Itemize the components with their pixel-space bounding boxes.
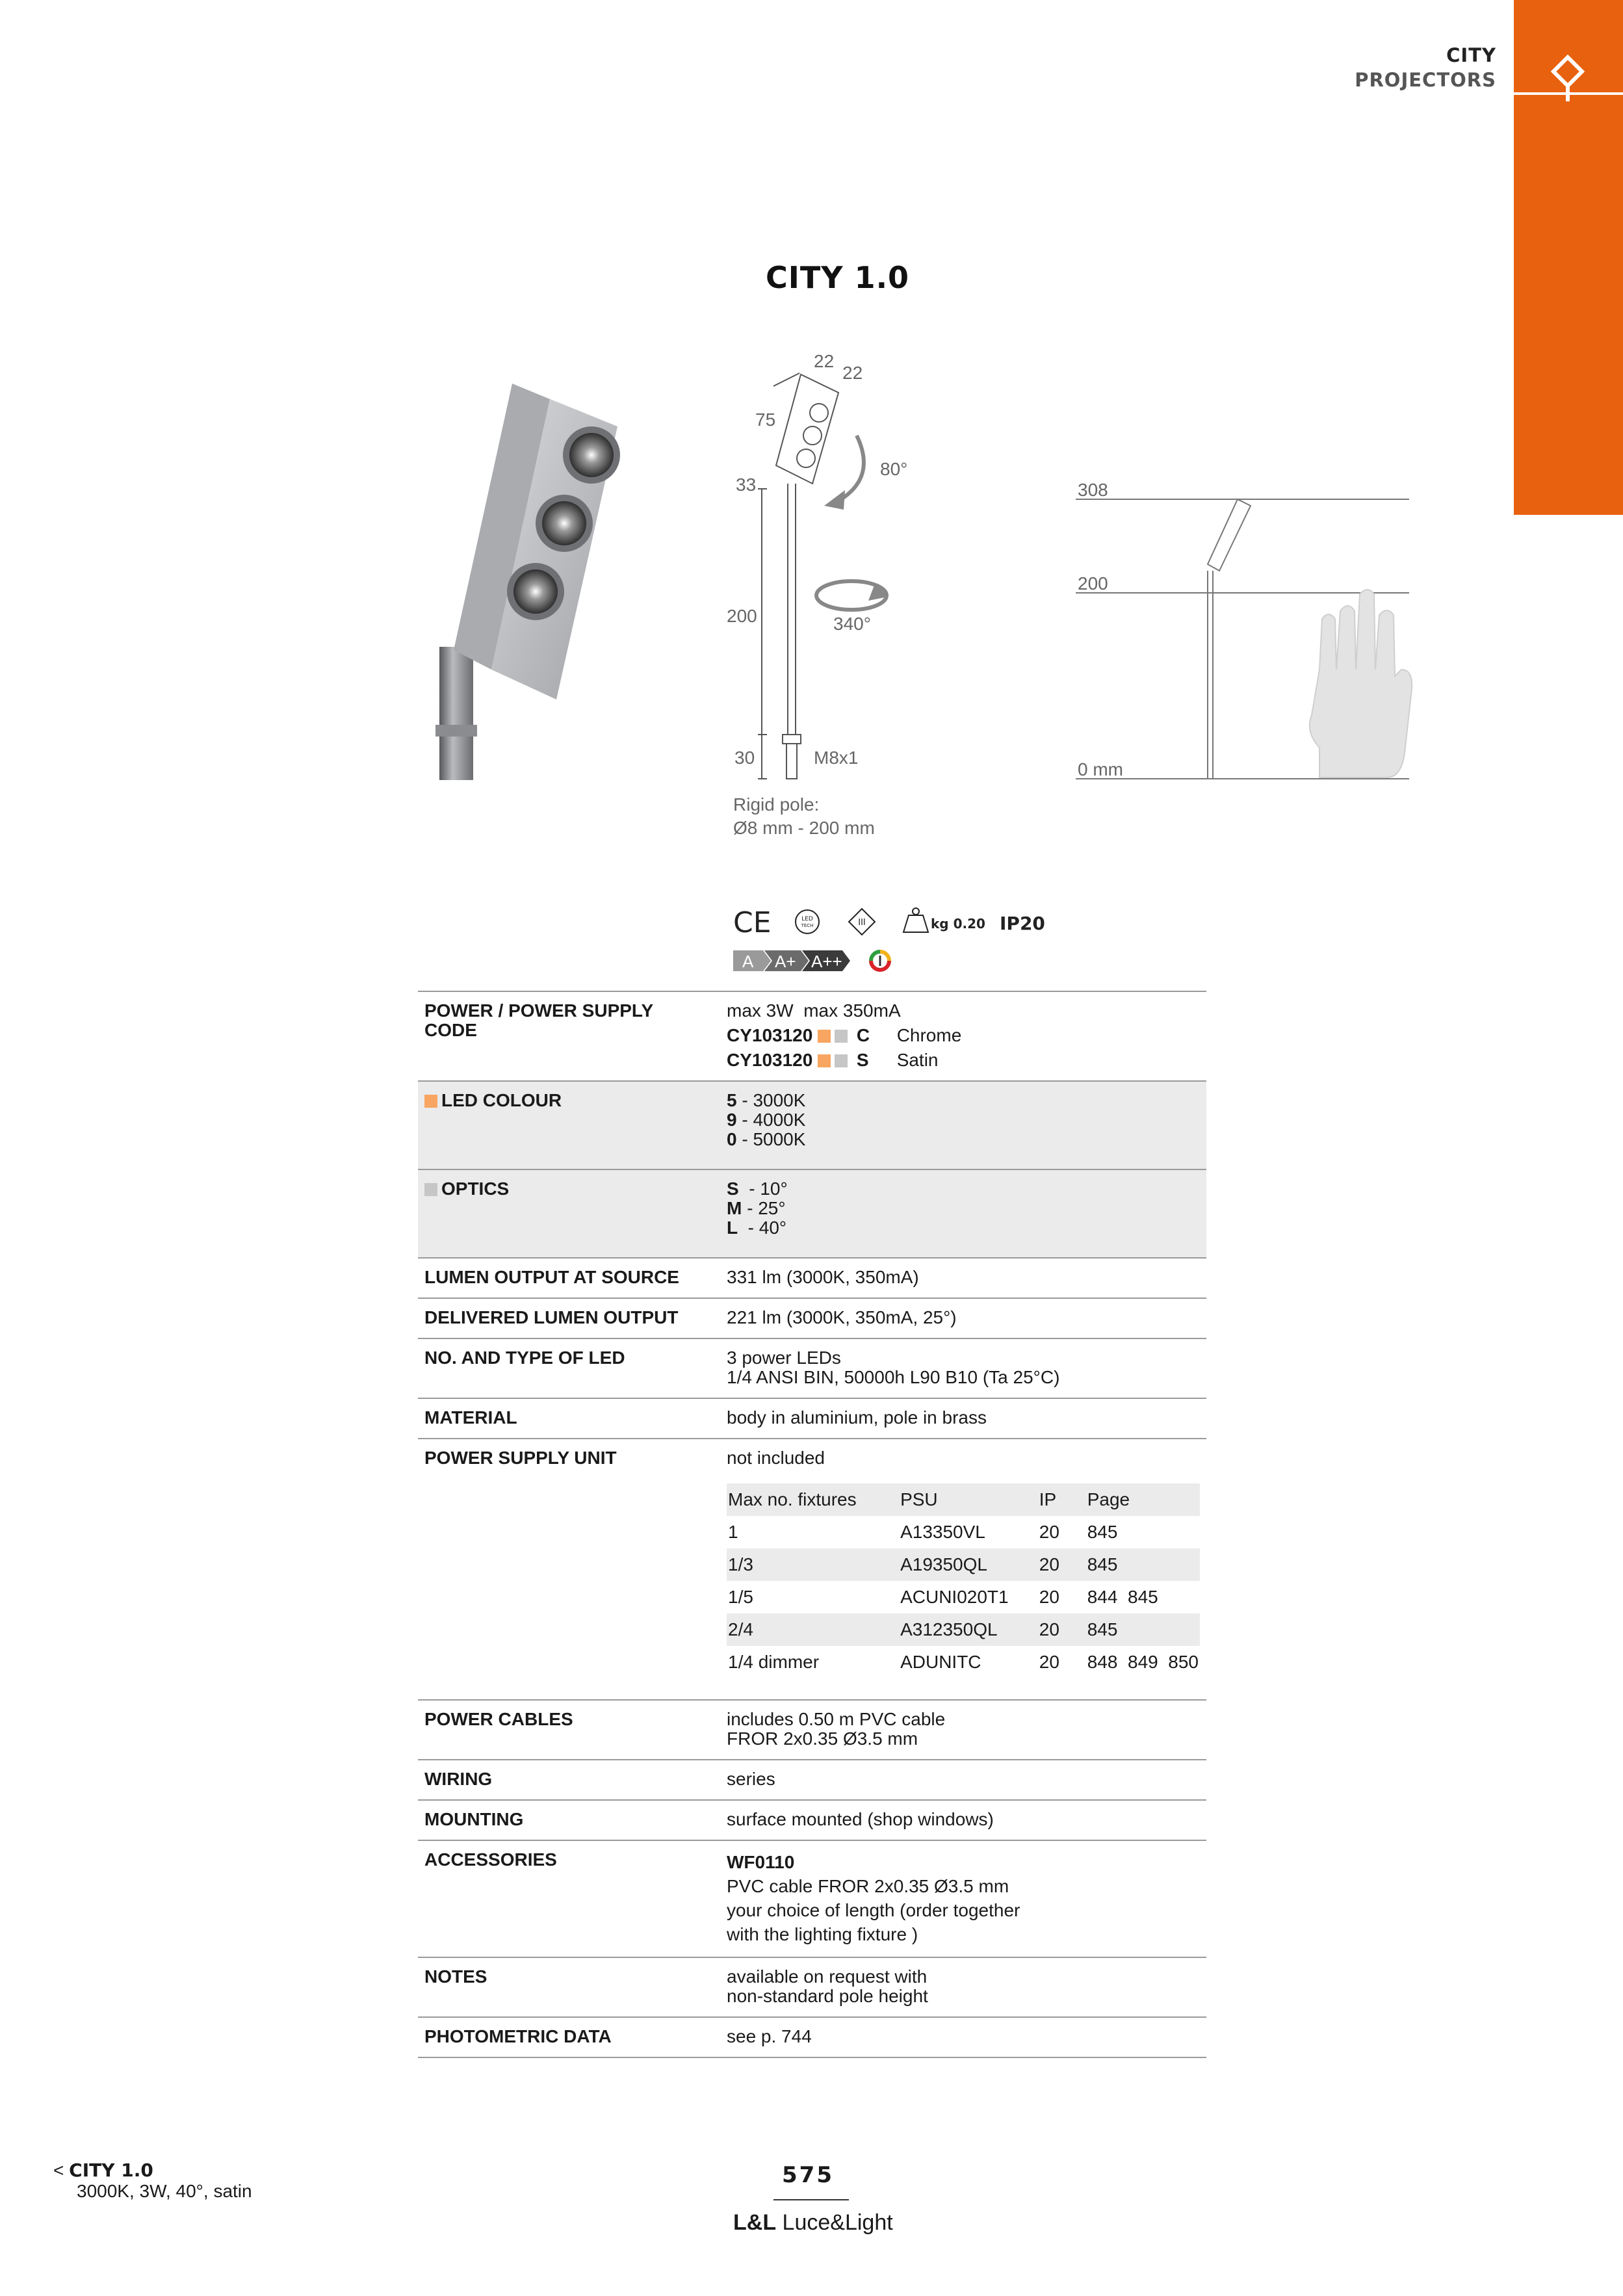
- psu-row: 1/3 A19350QL 20 845: [727, 1548, 1200, 1581]
- dim-tilt-angle: 80°: [880, 459, 908, 479]
- svg-text:LED: LED: [801, 916, 813, 922]
- class-three-icon: [849, 909, 875, 935]
- brand-name: L&L Luce&Light: [733, 2210, 893, 2235]
- code-row-chrome: [727, 1026, 1200, 1045]
- accessories-code: WF0110: [727, 1852, 795, 1872]
- spec-row-cables: [418, 1700, 1206, 1760]
- dim-head-length: 75: [755, 410, 776, 430]
- psu-header-row: Max no. fixtures PSU IP Page: [727, 1483, 1200, 1516]
- psu-row: 1/5 ACUNI020T1 20 844 845: [728, 1587, 1158, 1607]
- lumen-source-value: 331 lm (3000K, 350mA): [727, 1267, 919, 1287]
- lumen-delivered-label: DELIVERED LUMEN OUTPUT: [424, 1307, 679, 1327]
- dim-pole-length: 200: [727, 606, 757, 626]
- notes-label: NOTES: [424, 1966, 487, 1987]
- spec-row-led-type: [418, 1338, 1206, 1398]
- cables-value-2: FROR 2x0.35 Ø3.5 mm: [727, 1729, 918, 1749]
- dim-thread: M8x1: [814, 748, 859, 768]
- optics-label: OPTICS: [441, 1179, 510, 1199]
- material-value: body in aluminium, pole in brass: [727, 1407, 987, 1428]
- accessories-label: ACCESSORIES: [424, 1849, 557, 1870]
- psu-row: 1 A13350VL 20 845: [728, 1522, 1118, 1542]
- code-row-satin: [727, 1050, 1200, 1070]
- material-label: MATERIAL: [424, 1407, 517, 1428]
- led-colour-label: LED COLOUR: [441, 1090, 562, 1110]
- power-value: max 3W max 350mA: [727, 1000, 901, 1021]
- led-colour-option: 5 - 3000K: [727, 1090, 806, 1110]
- optics-swatch: [835, 1030, 848, 1043]
- cables-label: POWER CABLES: [424, 1709, 573, 1729]
- spec-row-lumen-delivered: [418, 1298, 1206, 1338]
- spec-row-accessories: [418, 1840, 1206, 1957]
- spec-row-led-colour: [418, 1081, 1206, 1169]
- optics-option: L - 40°: [727, 1218, 787, 1238]
- finish-name: Chrome: [896, 1025, 962, 1045]
- accessories-line-1: PVC cable FROR 2x0.35 Ø3.5 mm: [727, 1876, 1009, 1896]
- weight-icon: [903, 908, 928, 932]
- dim-pole-top: 33: [736, 475, 757, 495]
- page-number-rule: [773, 2199, 849, 2200]
- ip-rating: IP20: [1000, 913, 1045, 934]
- spec-row-power: [418, 991, 1206, 1081]
- svg-text:III: III: [858, 918, 866, 928]
- spec-table: [418, 991, 1206, 2058]
- code-label: CODE: [424, 1020, 477, 1040]
- psu-value: not included: [727, 1448, 825, 1468]
- finish-letter: S: [856, 1050, 869, 1070]
- psu-table: [727, 1483, 1200, 1678]
- dim-base: 30: [734, 748, 755, 768]
- led-type-value-1: 3 power LEDs: [727, 1348, 841, 1368]
- category-line-2: PROJECTORS: [1355, 69, 1496, 91]
- mounting-label: MOUNTING: [424, 1809, 524, 1829]
- power-label: POWER / POWER SUPPLY: [424, 1000, 654, 1021]
- height-zero: 0 mm: [1078, 759, 1123, 779]
- photo-caption: [53, 2159, 252, 2202]
- spec-row-mounting: [418, 1800, 1206, 1840]
- spec-row-material: [418, 1398, 1206, 1439]
- psu-row: 1/4 dimmer ADUNITC 20 848 849 850: [728, 1652, 1199, 1672]
- optics-swatch: [424, 1183, 437, 1196]
- led-colour-swatch: [818, 1054, 831, 1067]
- spec-row-photometric: [418, 2017, 1206, 2057]
- recycling-icon: [871, 952, 889, 970]
- psu-label: POWER SUPPLY UNIT: [424, 1448, 617, 1468]
- caption-detail: 3000K, 3W, 40°, satin: [77, 2181, 252, 2201]
- led-type-label: NO. AND TYPE OF LED: [424, 1348, 625, 1368]
- cables-value-1: includes 0.50 m PVC cable: [727, 1709, 946, 1729]
- ce-mark-icon: CE: [733, 906, 772, 939]
- spec-row-notes: [418, 1957, 1206, 2017]
- energy-a-plusplus: A++: [811, 952, 842, 971]
- accessories-line-3: with the lighting fixture ): [727, 1924, 918, 1944]
- pole-note-1: Rigid pole:: [733, 794, 820, 815]
- certifications-row: [733, 904, 1084, 943]
- led-tech-icon: [796, 910, 819, 933]
- caption-product: CITY 1.0: [69, 2159, 153, 2181]
- wiring-value: series: [727, 1769, 775, 1789]
- spec-row-optics: [418, 1169, 1206, 1258]
- svg-text:TECH: TECH: [801, 923, 814, 928]
- lumen-source-label: LUMEN OUTPUT AT SOURCE: [424, 1267, 679, 1287]
- page-number: 575: [782, 2162, 834, 2188]
- dim-width-1: 22: [814, 351, 835, 371]
- height-mid: 200: [1078, 573, 1108, 594]
- dim-rotation-angle: 340°: [833, 614, 871, 634]
- dim-width-2: 22: [842, 363, 863, 383]
- optics-option: M - 25°: [727, 1198, 786, 1218]
- hand-icon: [1310, 590, 1412, 777]
- photometric-value: see p. 744: [727, 2026, 812, 2046]
- energy-a: A: [742, 952, 754, 971]
- led-colour-swatch: [818, 1030, 831, 1043]
- energy-a-plus: A+: [775, 952, 796, 971]
- led-colour-option: 0 - 5000K: [727, 1129, 806, 1149]
- finish-letter: C: [856, 1025, 870, 1045]
- page-title: CITY 1.0: [766, 260, 910, 295]
- notes-value-1: available on request with: [727, 1966, 928, 1987]
- spec-row-wiring: [418, 1760, 1206, 1800]
- spec-row-psu: [418, 1439, 1206, 1700]
- led-type-value-2: 1/4 ANSI BIN, 50000h L90 B10 (Ta 25°C): [727, 1367, 1060, 1387]
- code-value: CY103120: [727, 1050, 813, 1070]
- led-colour-swatch: [424, 1095, 437, 1108]
- led-colour-option: 9 - 4000K: [727, 1110, 806, 1130]
- lumen-delivered-value: 221 lm (3000K, 350mA, 25°): [727, 1307, 957, 1327]
- mounting-value: surface mounted (shop windows): [727, 1809, 994, 1829]
- finish-name: Satin: [896, 1050, 939, 1070]
- wiring-label: WIRING: [424, 1769, 493, 1789]
- code-value: CY103120: [727, 1025, 813, 1045]
- weight-value: kg 0.20: [931, 916, 985, 932]
- psu-row: 2/4 A312350QL 20 845: [727, 1613, 1200, 1646]
- energy-class: [733, 948, 902, 974]
- optics-option: S - 10°: [727, 1179, 788, 1199]
- caption-arrow-icon: <: [53, 2160, 64, 2180]
- pole-note-2: Ø8 mm - 200 mm: [733, 818, 875, 838]
- accessories-line-2: your choice of length (order together: [727, 1900, 1020, 1920]
- photometric-label: PHOTOMETRIC DATA: [424, 2026, 612, 2046]
- optics-swatch: [835, 1054, 848, 1067]
- dimension-drawing: [0, 0, 1623, 845]
- notes-value-2: non-standard pole height: [727, 1986, 928, 2006]
- spec-row-lumen-source: [418, 1258, 1206, 1298]
- height-top: 308: [1078, 480, 1108, 500]
- category-line-1: CITY: [1446, 44, 1496, 66]
